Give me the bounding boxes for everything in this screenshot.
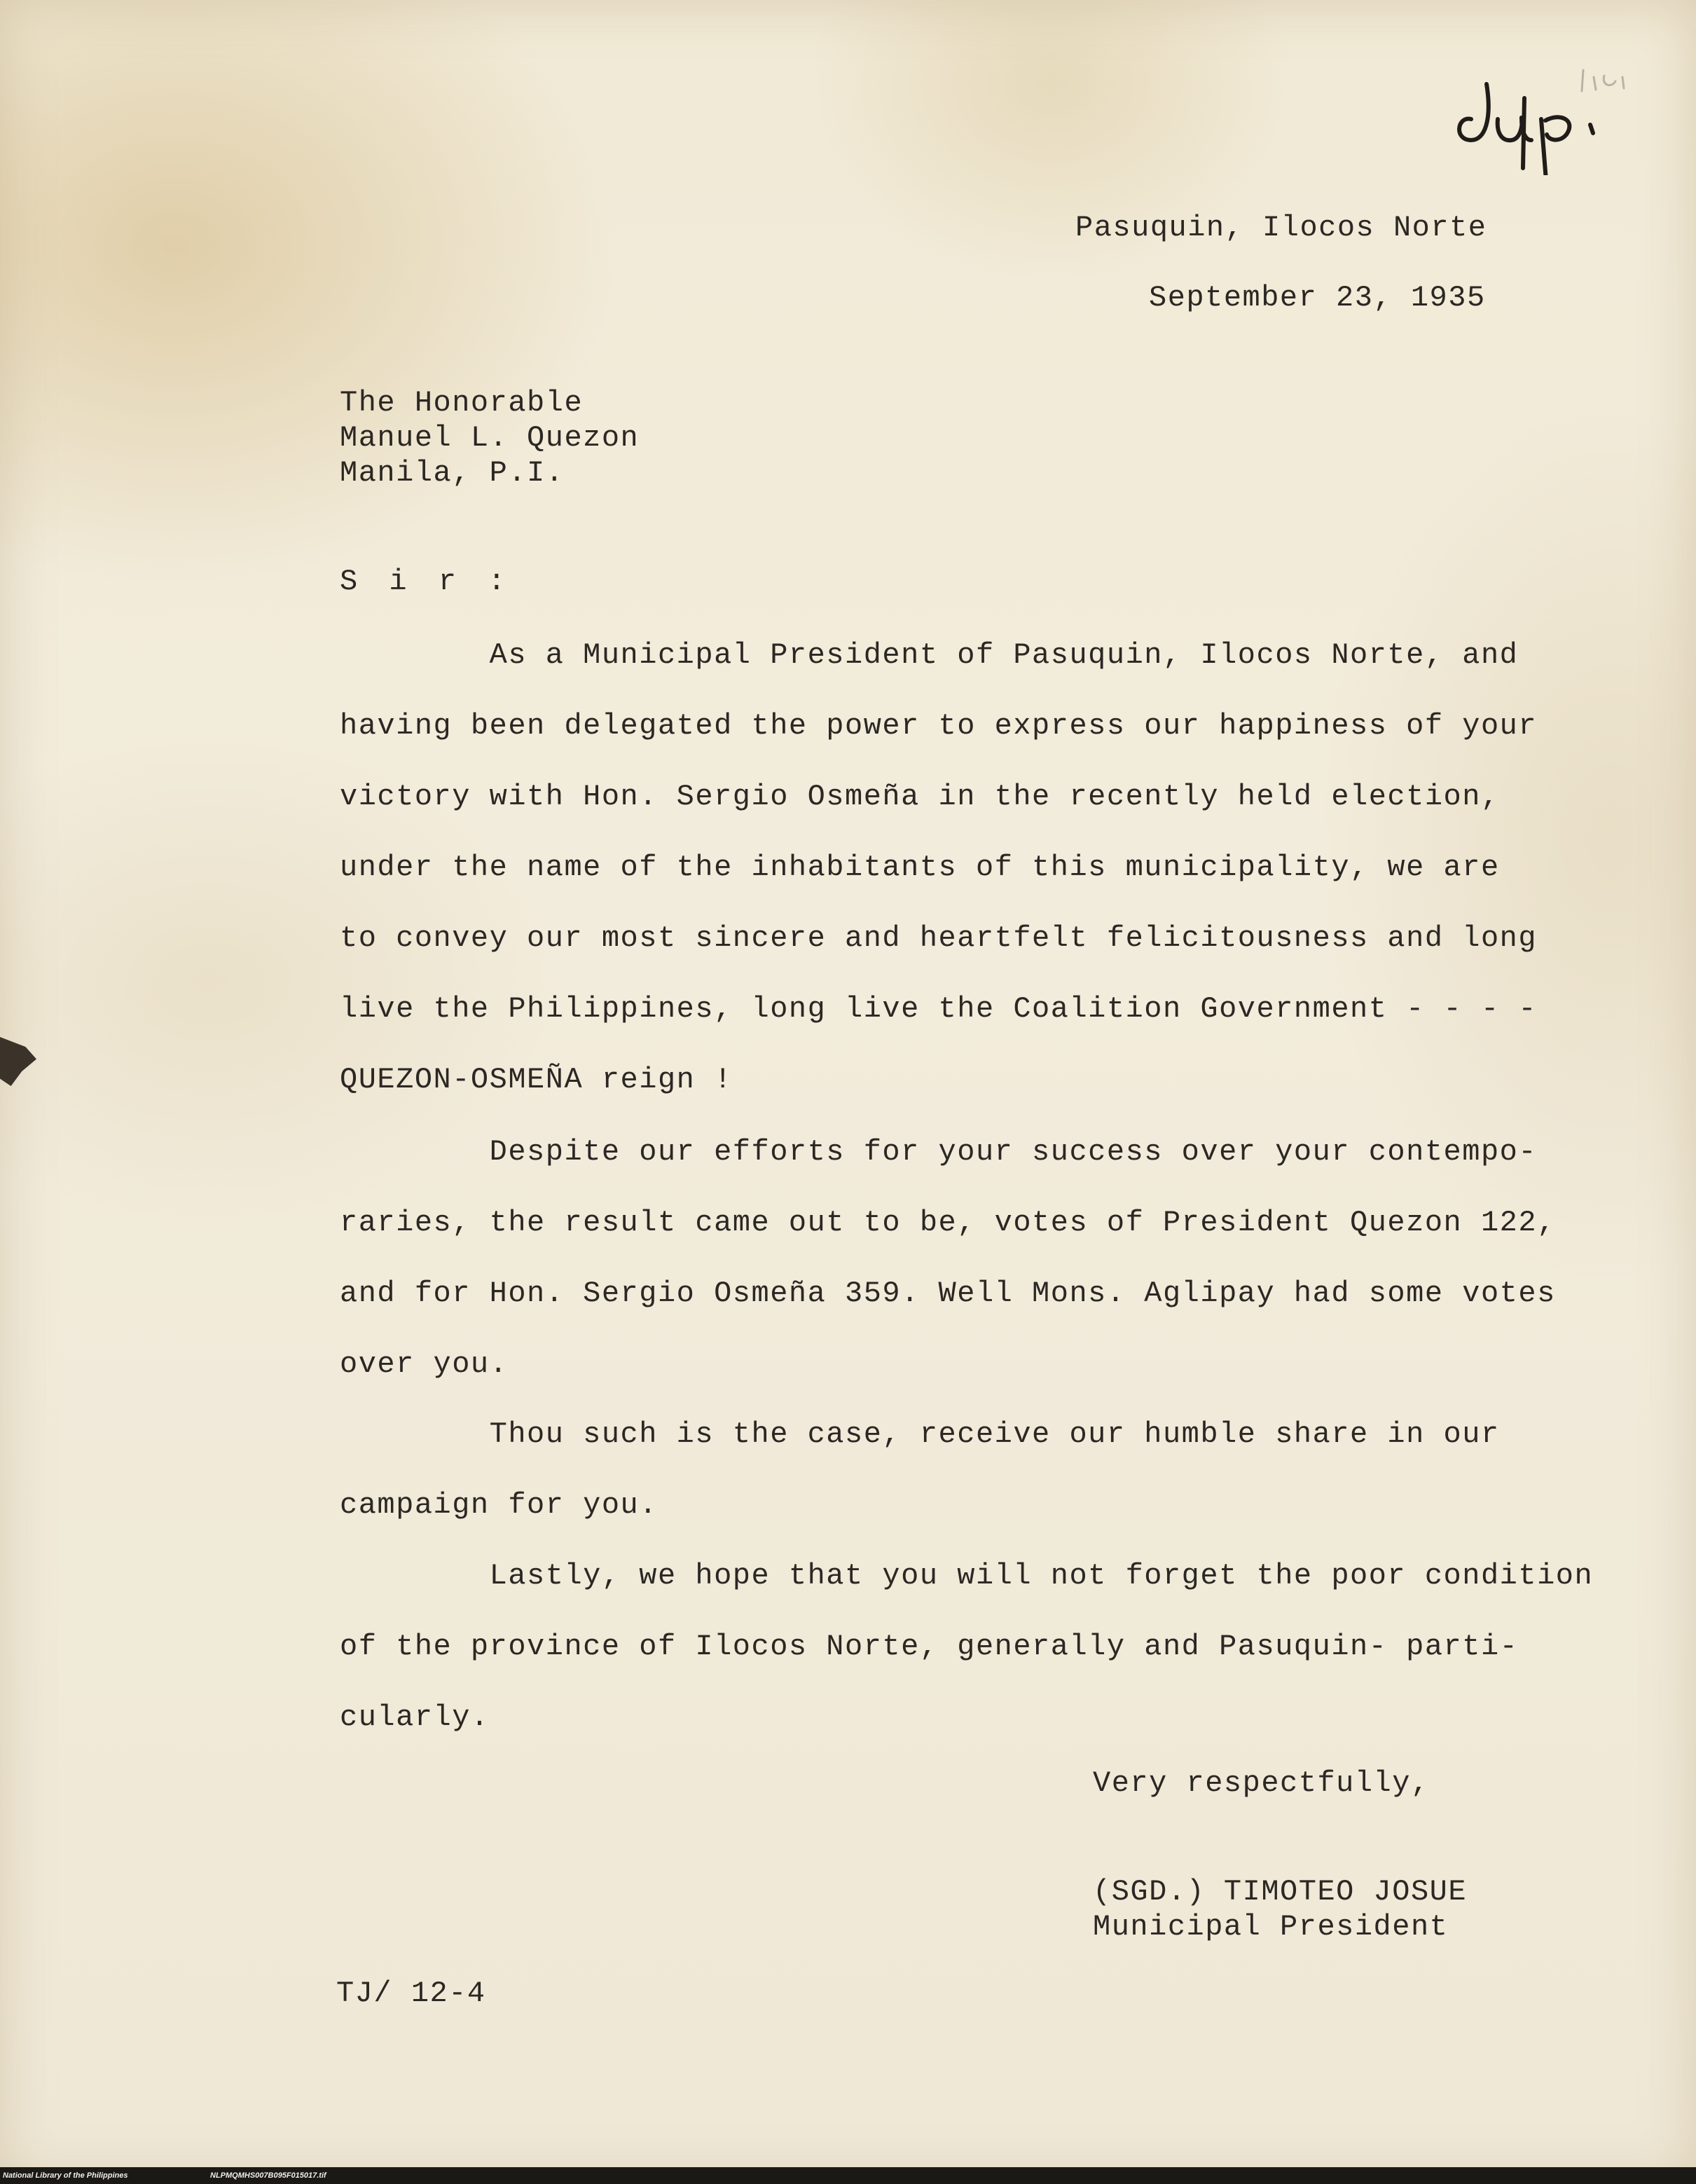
addressee-line: Manuel L. Quezon <box>340 421 640 455</box>
signer-title: Municipal President <box>1093 1910 1449 1944</box>
archive-footer-bar <box>0 2167 1696 2184</box>
body-line: campaign for you. <box>340 1488 658 1522</box>
body-line: having been delegated the power to express our happiness of your <box>340 709 1538 743</box>
addressee-line: The Honorable <box>340 386 584 420</box>
reference-initials: TJ/ 12-4 <box>336 1977 486 2010</box>
body-line: live the Philippines, long live the Coalition Government - - - - <box>340 992 1538 1026</box>
body-line: of the province of Ilocos Norte, generally and Pasuquin- parti- <box>340 1630 1519 1663</box>
addressee-line: Manila, P.I. <box>340 456 565 490</box>
letter-place: Pasuquin, Ilocos Norte <box>1075 211 1487 245</box>
body-line: Lastly, we hope that you will not forget the poor condition <box>340 1559 1594 1593</box>
letter-date: September 23, 1935 <box>1149 281 1486 315</box>
body-line: As a Municipal President of Pasuquin, Ilocos Norte, and <box>340 638 1519 672</box>
archive-source: National Library of the Philippines <box>3 2171 128 2180</box>
body-paragraph-1 <box>340 620 1537 1115</box>
body-line: Thou such is the case, receive our humble share in our <box>340 1417 1500 1451</box>
body-line: cularly. <box>340 1701 490 1734</box>
archive-filename: NLPMQMHS007B095F015017.tif <box>210 2171 326 2180</box>
addressee-block <box>340 385 639 490</box>
body-line: victory with Hon. Sergio Osmeña in the recently held election, <box>340 780 1500 813</box>
body-line: QUEZON-OSMEÑA reign ! <box>340 1063 733 1097</box>
body-paragraph-4 <box>340 1541 1593 1753</box>
complimentary-closing: Very respectfully, <box>1093 1766 1430 1800</box>
handwritten-dup-annotation <box>1443 42 1653 175</box>
body-line: to convey our most sincere and heartfelt felicitousness and long <box>340 921 1538 955</box>
body-line: Despite our efforts for your success over your contempo- <box>340 1135 1538 1169</box>
body-line: raries, the result came out to be, votes of President Quezon 122, <box>340 1206 1556 1239</box>
body-line: over you. <box>340 1347 509 1381</box>
body-line: under the name of the inhabitants of this municipality, we are <box>340 851 1500 884</box>
body-paragraph-3 <box>340 1399 1500 1541</box>
salutation: S i r : <box>340 565 513 598</box>
body-paragraph-2 <box>340 1117 1556 1400</box>
signature-block <box>1093 1874 1467 1944</box>
body-line: and for Hon. Sergio Osmeña 359. Well Mons. Aglipay had some votes <box>340 1277 1556 1310</box>
paper-tear-mark <box>0 1037 36 1086</box>
signer-name: (SGD.) TIMOTEO JOSUE <box>1093 1875 1468 1909</box>
